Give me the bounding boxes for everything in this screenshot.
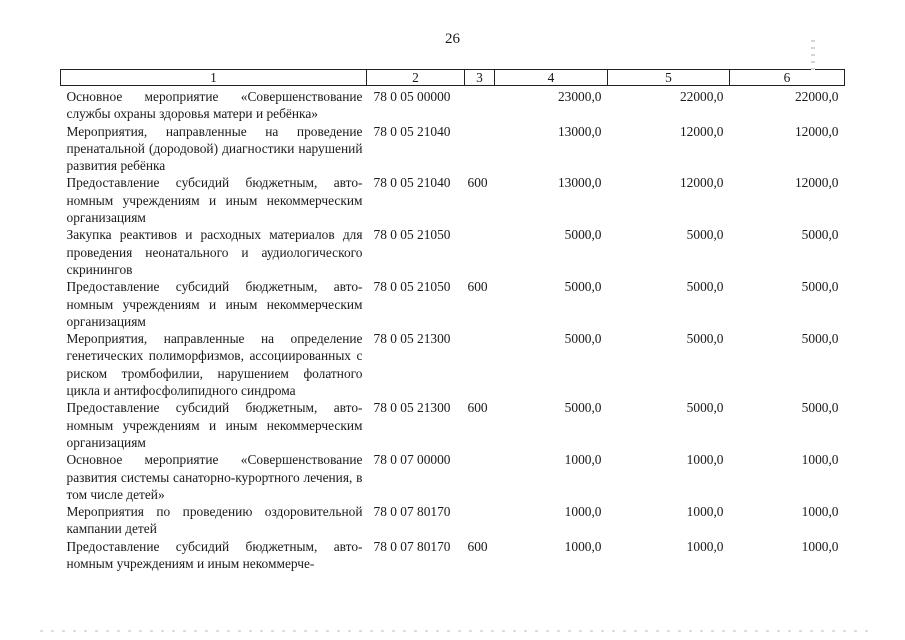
row-code: 78 0 07 80170 <box>373 504 451 520</box>
row-name: Мероприятия, направленные на проведение пренатальной (дородовой) диагностики нарушений развития ребёнка <box>66 123 363 174</box>
row-value-2: 5000,0 <box>686 279 724 295</box>
row-value-2: 12000,0 <box>679 175 724 191</box>
header-row <box>61 70 845 86</box>
row-value-2: 5000,0 <box>686 400 724 416</box>
row-expense-type: 600 <box>467 400 488 416</box>
table-row <box>61 174 845 226</box>
budget-table <box>60 69 845 572</box>
table-row <box>61 538 845 573</box>
row-value-1: 13000,0 <box>557 123 602 139</box>
table-row <box>61 278 845 330</box>
row-value-1: 5000,0 <box>564 227 602 243</box>
row-expense-type <box>465 226 495 278</box>
row-code: 78 0 05 21300 <box>373 331 451 347</box>
table-body <box>61 86 845 573</box>
row-value-3: 5000,0 <box>801 400 839 416</box>
row-code: 78 0 05 21050 <box>373 279 451 295</box>
row-code: 78 0 05 00000 <box>373 89 451 104</box>
header-col-1: 1 <box>61 70 367 86</box>
row-name: Предоставление субсидий бюджетным, автономным учреждениям и иным некоммерческим организациям <box>66 279 363 329</box>
row-value-3: 1000,0 <box>801 504 839 520</box>
row-value-2: 5000,0 <box>686 227 724 243</box>
header-col-6: 6 <box>730 70 845 86</box>
row-expense-type <box>465 330 495 399</box>
row-value-1: 1000,0 <box>564 504 602 520</box>
row-name: Предоставление субсидий бюджетным, автономным учреждениям и иным некоммерческим организациям <box>66 400 363 450</box>
row-expense-type <box>465 451 495 503</box>
row-value-3: 1000,0 <box>801 538 839 554</box>
table-row <box>61 399 845 451</box>
row-value-3: 12000,0 <box>794 175 839 191</box>
row-expense-type: 600 <box>467 175 488 191</box>
row-code: 78 0 07 80170 <box>373 538 451 554</box>
row-value-2: 1000,0 <box>686 538 724 554</box>
table-header <box>61 70 845 86</box>
header-col-3: 3 <box>465 70 495 86</box>
table-row <box>61 451 845 503</box>
scan-artifact <box>40 630 870 632</box>
row-value-1: 1000,0 <box>564 538 602 554</box>
row-name: Предоставление субсидий бюджетным, автономным учреждениям и иным некоммерческим организациям <box>66 175 363 226</box>
row-name: Закупка реактивов и расходных материалов для проведения неонатального и аудиологического скринингов <box>66 227 363 277</box>
row-value-1: 5000,0 <box>564 331 602 347</box>
row-value-1: 1000,0 <box>564 452 602 468</box>
table-row <box>61 330 845 399</box>
row-name: Мероприятия, направленные на определение генетических полиморфизмов, ассоциированных с риском тромбофилии, нарушением фолатного цикла и антифосфолипидного синдрома <box>66 331 363 399</box>
row-code: 78 0 05 21040 <box>373 123 451 139</box>
row-value-2: 22000,0 <box>679 89 724 104</box>
row-value-1: 5000,0 <box>564 279 602 295</box>
row-name: Основное мероприятие «Совершенствование службы охраны здоровья матери и ребёнка» <box>66 89 363 122</box>
row-expense-type <box>465 86 495 123</box>
row-code: 78 0 05 21050 <box>373 227 451 243</box>
scan-artifact <box>811 40 815 70</box>
row-value-3: 5000,0 <box>801 227 839 243</box>
row-value-3: 5000,0 <box>801 331 839 347</box>
row-code: 78 0 05 21040 <box>373 175 451 191</box>
row-name: Мероприятия по проведению оздоровительной кампании детей <box>66 504 363 537</box>
row-value-3: 5000,0 <box>801 279 839 295</box>
row-name: Предоставление субсидий бюджетным, автономным учреждениям и иным некоммерче- <box>66 538 363 572</box>
table-row <box>61 226 845 278</box>
row-value-1: 23000,0 <box>557 89 602 104</box>
table-row <box>61 86 845 123</box>
page-number: 26 <box>445 31 460 47</box>
header-col-2: 2 <box>367 70 465 86</box>
table-row <box>61 503 845 538</box>
row-expense-type <box>465 503 495 538</box>
row-value-2: 5000,0 <box>686 331 724 347</box>
row-value-1: 5000,0 <box>564 400 602 416</box>
row-value-2: 1000,0 <box>686 504 724 520</box>
row-value-3: 1000,0 <box>801 452 839 468</box>
table-row <box>61 123 845 175</box>
row-expense-type <box>465 123 495 175</box>
row-expense-type: 600 <box>467 538 488 554</box>
row-value-3: 12000,0 <box>794 123 839 139</box>
header-col-4: 4 <box>495 70 608 86</box>
row-code: 78 0 05 21300 <box>373 400 451 416</box>
row-value-1: 13000,0 <box>557 175 602 191</box>
row-value-2: 12000,0 <box>679 123 724 139</box>
row-expense-type: 600 <box>467 279 488 295</box>
row-name: Основное мероприятие «Совершенствование развития системы санаторно-курортного лечения, в том числе детей» <box>66 452 363 502</box>
row-value-2: 1000,0 <box>686 452 724 468</box>
row-code: 78 0 07 00000 <box>373 452 451 468</box>
row-value-3: 22000,0 <box>794 89 839 104</box>
header-col-5: 5 <box>608 70 730 86</box>
